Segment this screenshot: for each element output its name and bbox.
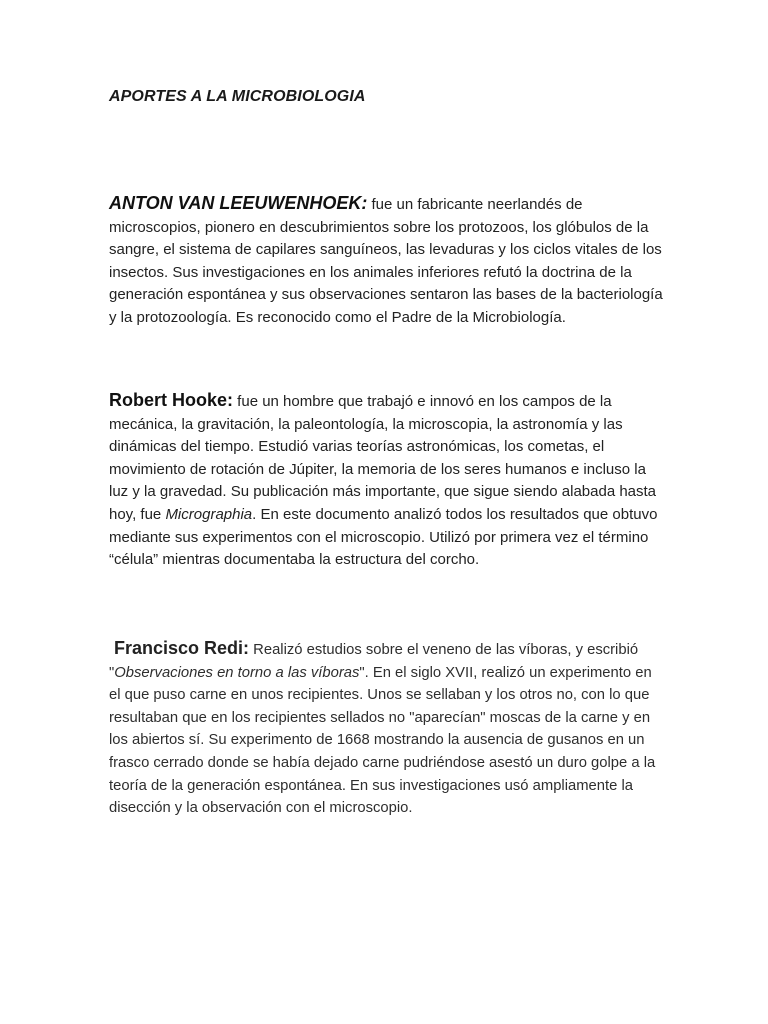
section-heading-redi: Francisco Redi: (114, 638, 250, 658)
section-leeuwenhoek (109, 192, 665, 330)
section-body-leeuwenhoek: fue un fabricante neerlandés de microscopios, pionero en descubrimientos sobre los protozoos, los glóbulos de la sangre, el sistema de capilares sanguíneos, las levaduras y los ciclos vitales de los insectos. Sus investigaciones en los animales inferiores refutó la doctrina de la generación espontánea y sus observaciones sentaron las bases de la bacteriología y la protozoología. Es reconocido como el Padre de la Microbiología. (109, 196, 663, 326)
section-body-redi-part2: ". En el siglo XVII, realizó un experimento en el que puso carne en unos recipientes. Unos se sellaban y los otros no, con lo que resultaban que en los recipientes sellados no "aparecían" moscas de la carne y en los abiertos sí. Su experimento de 1668 mostrando la ausencia de gusanos en un frasco cerrado donde se había dejado carne pudriéndose asestó un duro golpe a la teoría de la generación espontánea. En sus investigaciones usó ampliamente la disección y la observación con el microscopio. (109, 664, 656, 817)
book-title-micrographia: Micrographia (165, 505, 253, 523)
section-body-hooke-part1: fue un hombre que trabajó e innovó en los campos de la mecánica, la gravitación, la paleontología, la microscopia, la astronomía y las dinámicas del tiempo. Estudió varias teorías astronómicas, los cometas, el movimiento de rotación de Júpiter, la memoria de los seres humanos e incluso la luz y la gravedad. Su publicación más importante, que sigue siendo alabada hasta hoy, fue (109, 393, 657, 523)
book-title-observaciones: Observaciones en torno a las víboras (114, 664, 360, 681)
section-heading-hooke: Robert Hooke: (109, 390, 234, 410)
document-title: APORTES A LA MICROBIOLOGIA (109, 88, 366, 105)
section-hooke (109, 389, 665, 572)
section-heading-leeuwenhoek: ANTON VAN LEEUWENHOEK: (109, 193, 368, 213)
section-redi (109, 637, 665, 820)
section-body-redi-part1: Realizó estudios sobre el veneno de las víboras, y escribió " (109, 642, 639, 681)
section-body-hooke-part2: . En este documento analizó todos los resultados que obtuvo mediante sus experimentos con el microscopio. Utilizó por primera vez el término “célula” mientras documentaba la estructura del corcho. (109, 505, 658, 569)
